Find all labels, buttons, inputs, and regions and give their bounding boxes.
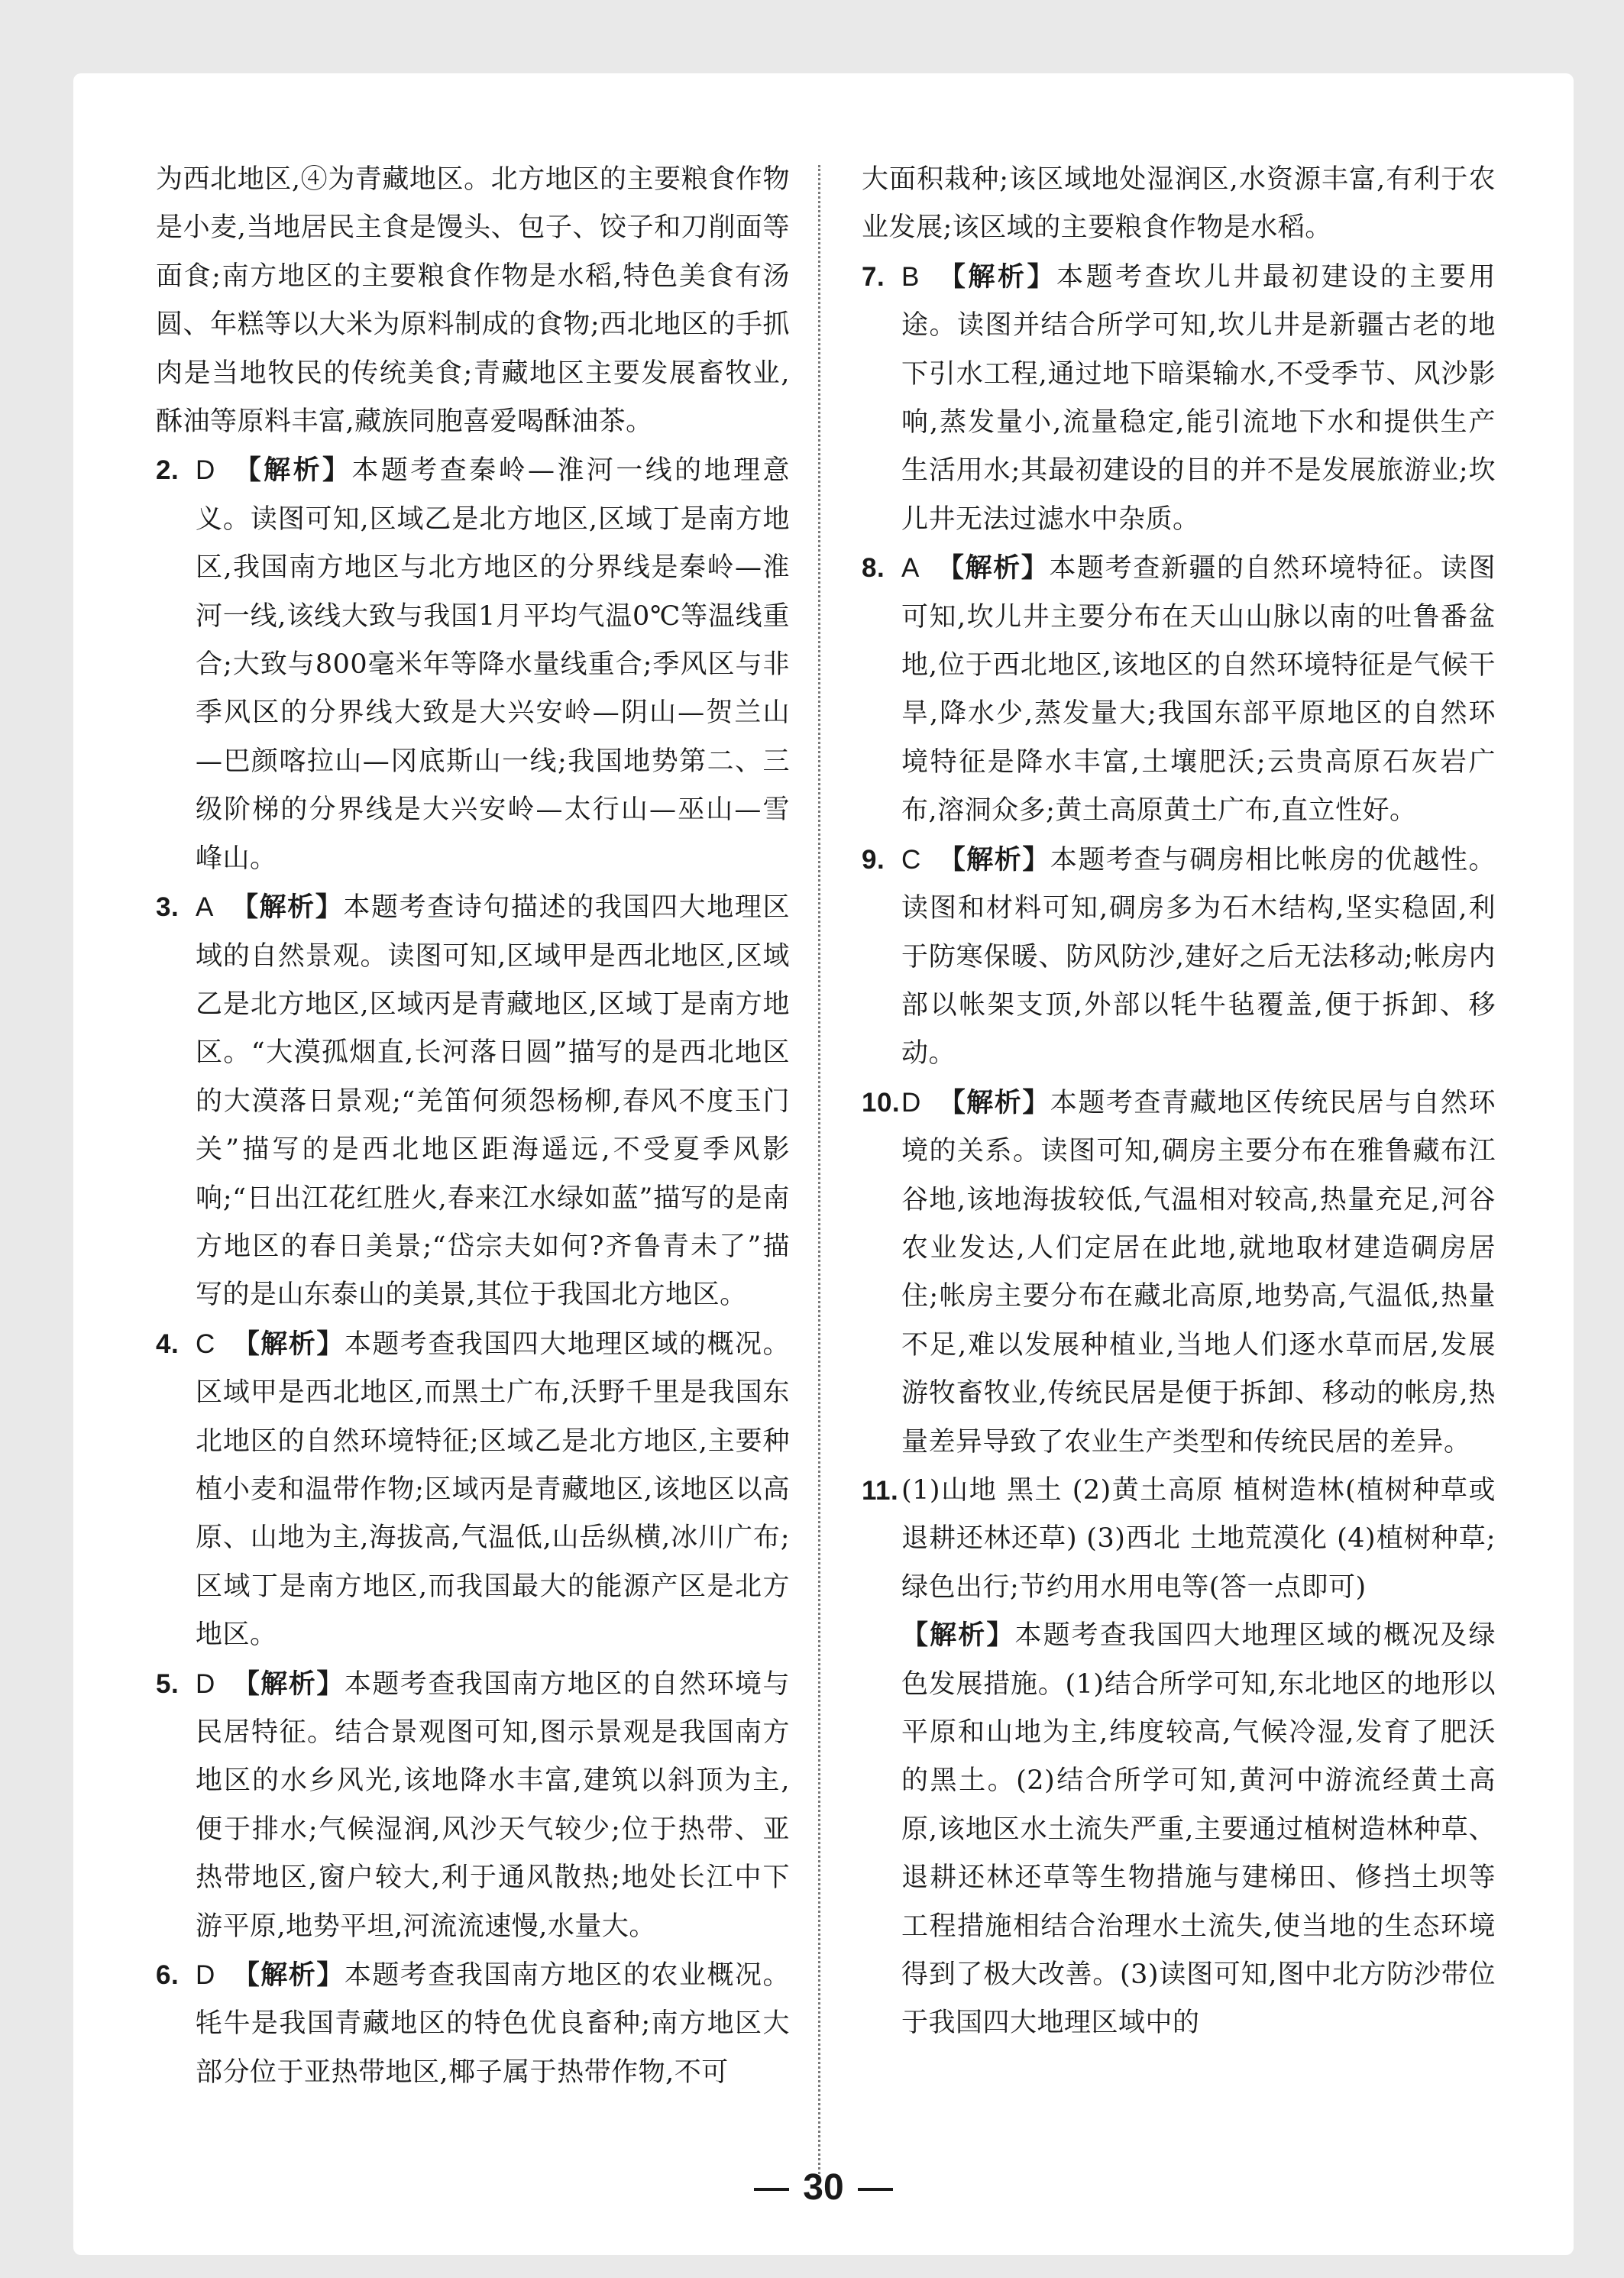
- answer-choice: D: [196, 1668, 215, 1699]
- page-number: 30: [803, 2167, 844, 2208]
- answer-item-4: [156, 1320, 790, 1660]
- analysis-text: 本题考查我国南方地区的农业概况。牦牛是我国青藏地区的特色优良畜种;南方地区大部分位于亚热带地区,椰子属于热带作物,不可: [196, 1960, 790, 2088]
- answer-item-5: [156, 1660, 790, 1951]
- question-number: 5.: [156, 1668, 180, 1699]
- question-number: 7.: [862, 261, 885, 292]
- question-number: 6.: [156, 1960, 180, 1991]
- analysis-tag: 【解析】: [937, 1087, 1050, 1118]
- question-number: 9.: [862, 844, 885, 875]
- answer-choice: D: [901, 1087, 921, 1118]
- answer-item-2: [156, 446, 790, 883]
- column-divider: [818, 165, 820, 2174]
- answer-choice: A: [196, 892, 214, 923]
- analysis-text: 本题考查坎儿井最初建设的主要用途。读图并结合所学可知,坎儿井是新疆古老的地下引水工程,通过地下暗渠输水,不受季节、风沙影响,蒸发量小,流量稳定,能引流地下水和提供生产生活用水;其最初建设的目的并不是发展旅游业;坎儿井无法过滤水中杂质。: [901, 261, 1496, 535]
- analysis-text: 本题考查秦岭—淮河一线的地理意义。读图可知,区域乙是北方地区,区域丁是南方地区,我国南方地区与北方地区的分界线是秦岭—淮河一线,该线大致与我国1月平均气温0℃等温线重合;大致与800毫米年等降水量线重合;季风区与非季风区的分界线大致是大兴安岭—阴山—贺兰山—巴颜喀拉山—冈底斯山一线;我国地势第二、三级阶梯的分界线是大兴安岭—太行山—巫山—雪峰山。: [196, 455, 790, 874]
- question-number: 2.: [156, 455, 180, 486]
- answer-item-11-analysis: [862, 1612, 1496, 2048]
- analysis-text: 本题考查青藏地区传统民居与自然环境的关系。读图可知,碉房主要分布在雅鲁藏布江谷地,该地海拔较低,气温相对较高,热量充足,河谷农业发达,人们定居在此地,就地取材建造碉房居住;帐房主要分布在藏北高原,地势高,气温低,热量不足,难以发展种植业,当地人们逐水草而居,发展游牧畜牧业,传统民居是便于拆卸、移动的帐房,热量差异导致了农业生产类型和传统民居的差异。: [901, 1087, 1496, 1458]
- answer-choice: C: [901, 844, 921, 875]
- answer-item-9: [862, 836, 1496, 1079]
- question-number: 10.: [862, 1087, 901, 1118]
- answer-choice: A: [901, 553, 920, 584]
- footer-dash-right: [858, 2188, 893, 2191]
- left-intro-paragraph: 为西北地区,④为青藏地区。北方地区的主要粮食作物是小麦,当地居民主食是馒头、包子、饺子和刀削面等面食;南方地区的主要粮食作物是水稻,特色美食有汤圆、年糕等以大米为原料制成的食物;西北地区的手抓肉是当地牧民的传统美食;青藏地区主要发展畜牧业,酥油等原料丰富,藏族同胞喜爱喝酥油茶。: [156, 164, 790, 438]
- analysis-text: 本题考查我国南方地区的自然环境与民居特征。结合景观图可知,图示景观是我国南方地区的水乡风光,该地降水丰富,建筑以斜顶为主,便于排水;气候湿润,风沙天气较少;位于热带、亚热带地区,窗户较大,利于通风散热;地处长江中下游平原,地势平坦,河流流速慢,水量大。: [196, 1668, 790, 1942]
- answer-item-6: [156, 1951, 790, 2097]
- analysis-tag: 【解析】: [936, 553, 1050, 584]
- analysis-text: 本题考查我国四大地理区域的概况。区域甲是西北地区,而黑土广布,沃野千里是我国东北地区的自然环境特征;区域乙是北方地区,主要种植小麦和温带作物;区域丙是青藏地区,该地区以高原、山地为主,海拔高,气温低,山岳纵横,冰川广布;区域丁是南方地区,而我国最大的能源产区是北方地区。: [196, 1328, 790, 1651]
- answer-item-10: [862, 1079, 1496, 1467]
- question-number: 3.: [156, 892, 180, 923]
- answer-choice: C: [196, 1328, 215, 1359]
- answer-choice: D: [196, 455, 215, 486]
- analysis-tag: 【解析】: [936, 261, 1057, 293]
- answer-choice: D: [196, 1960, 215, 1991]
- footer-dash-left: [754, 2188, 789, 2191]
- analysis-tag: 【解析】: [231, 455, 352, 487]
- answer-item-8: [862, 544, 1496, 835]
- analysis-tag: 【解析】: [901, 1620, 1015, 1652]
- analysis-text: 本题考查与碉房相比帐房的优越性。读图和材料可知,碉房多为石木结构,坚实稳固,利于防寒保暖、防风防沙,建好之后无法移动;帐房内部以帐架支顶,外部以牦牛毡覆盖,便于拆卸、移动。: [901, 844, 1496, 1069]
- analysis-text: 本题考查诗句描述的我国四大地理区域的自然景观。读图可知,区域甲是西北地区,区域乙是北方地区,区域丙是青藏地区,区域丁是南方地区。“大漠孤烟直,长河落日圆”描写的是西北地区的大漠落日景观;“羌笛何须怨杨柳,春风不度玉门关”描写的是西北地区距海遥远,不受夏季风影响;“日出江花红胜火,春来江水绿如蓝”描写的是南方地区的春日美景;“岱宗夫如何?齐鲁青未了”描写的是山东泰山的美景,其位于我国北方地区。: [196, 892, 790, 1311]
- analysis-tag: 【解析】: [937, 844, 1050, 875]
- question-number: 4.: [156, 1328, 180, 1359]
- analysis-tag: 【解析】: [231, 1328, 345, 1360]
- analysis-text: 本题考查新疆的自然环境特征。读图可知,坎儿井主要分布在天山山脉以南的吐鲁番盆地,位于西北地区,该地区的自然环境特征是气候干旱,降水少,蒸发量大;我国东部平原地区的自然环境特征是降水丰富,土壤肥沃;云贵高原石灰岩广布,溶洞众多;黄土高原黄土广布,直立性好。: [901, 553, 1496, 827]
- answer-item-11: [862, 1467, 1496, 1612]
- answer-item-7: [862, 253, 1496, 544]
- answer-page: [73, 73, 1574, 2255]
- right-intro-paragraph: 大面积栽种;该区域地处湿润区,水资源丰富,有利于农业发展;该区域的主要粮食作物是水稻。: [862, 164, 1496, 244]
- answer-text: (1)山地 黑土 (2)黄土高原 植树造林(植树种草或退耕还林还草) (3)西北 土地荒漠化 (4)植树种草;绿色出行;节约用水用电等(答一点即可): [901, 1474, 1496, 1603]
- question-number: 11.: [862, 1475, 899, 1506]
- answer-item-3: [156, 883, 790, 1320]
- analysis-text: 本题考查我国四大地理区域的概况及绿色发展措施。(1)结合所学可知,东北地区的地形以平原和山地为主,纬度较高,气候冷湿,发育了肥沃的黑土。(2)结合所学可知,黄河中游流经黄土高原,该地区水土流失严重,主要通过植树造林种草、退耕还林还草等生物措施与建梯田、修挡土坝等工程措施相结合治理水土流失,使当地的生态环境得到了极大改善。(3)读图可知,图中北方防沙带位于我国四大地理区域中的: [901, 1620, 1496, 2039]
- analysis-tag: 【解析】: [231, 1668, 345, 1700]
- analysis-tag: 【解析】: [231, 1960, 345, 1992]
- page-footer: [73, 2166, 1574, 2208]
- left-column: [156, 156, 790, 2097]
- right-column: [862, 156, 1496, 2048]
- answer-choice: B: [901, 261, 920, 292]
- question-number: 8.: [862, 553, 885, 584]
- analysis-tag: 【解析】: [230, 892, 344, 924]
